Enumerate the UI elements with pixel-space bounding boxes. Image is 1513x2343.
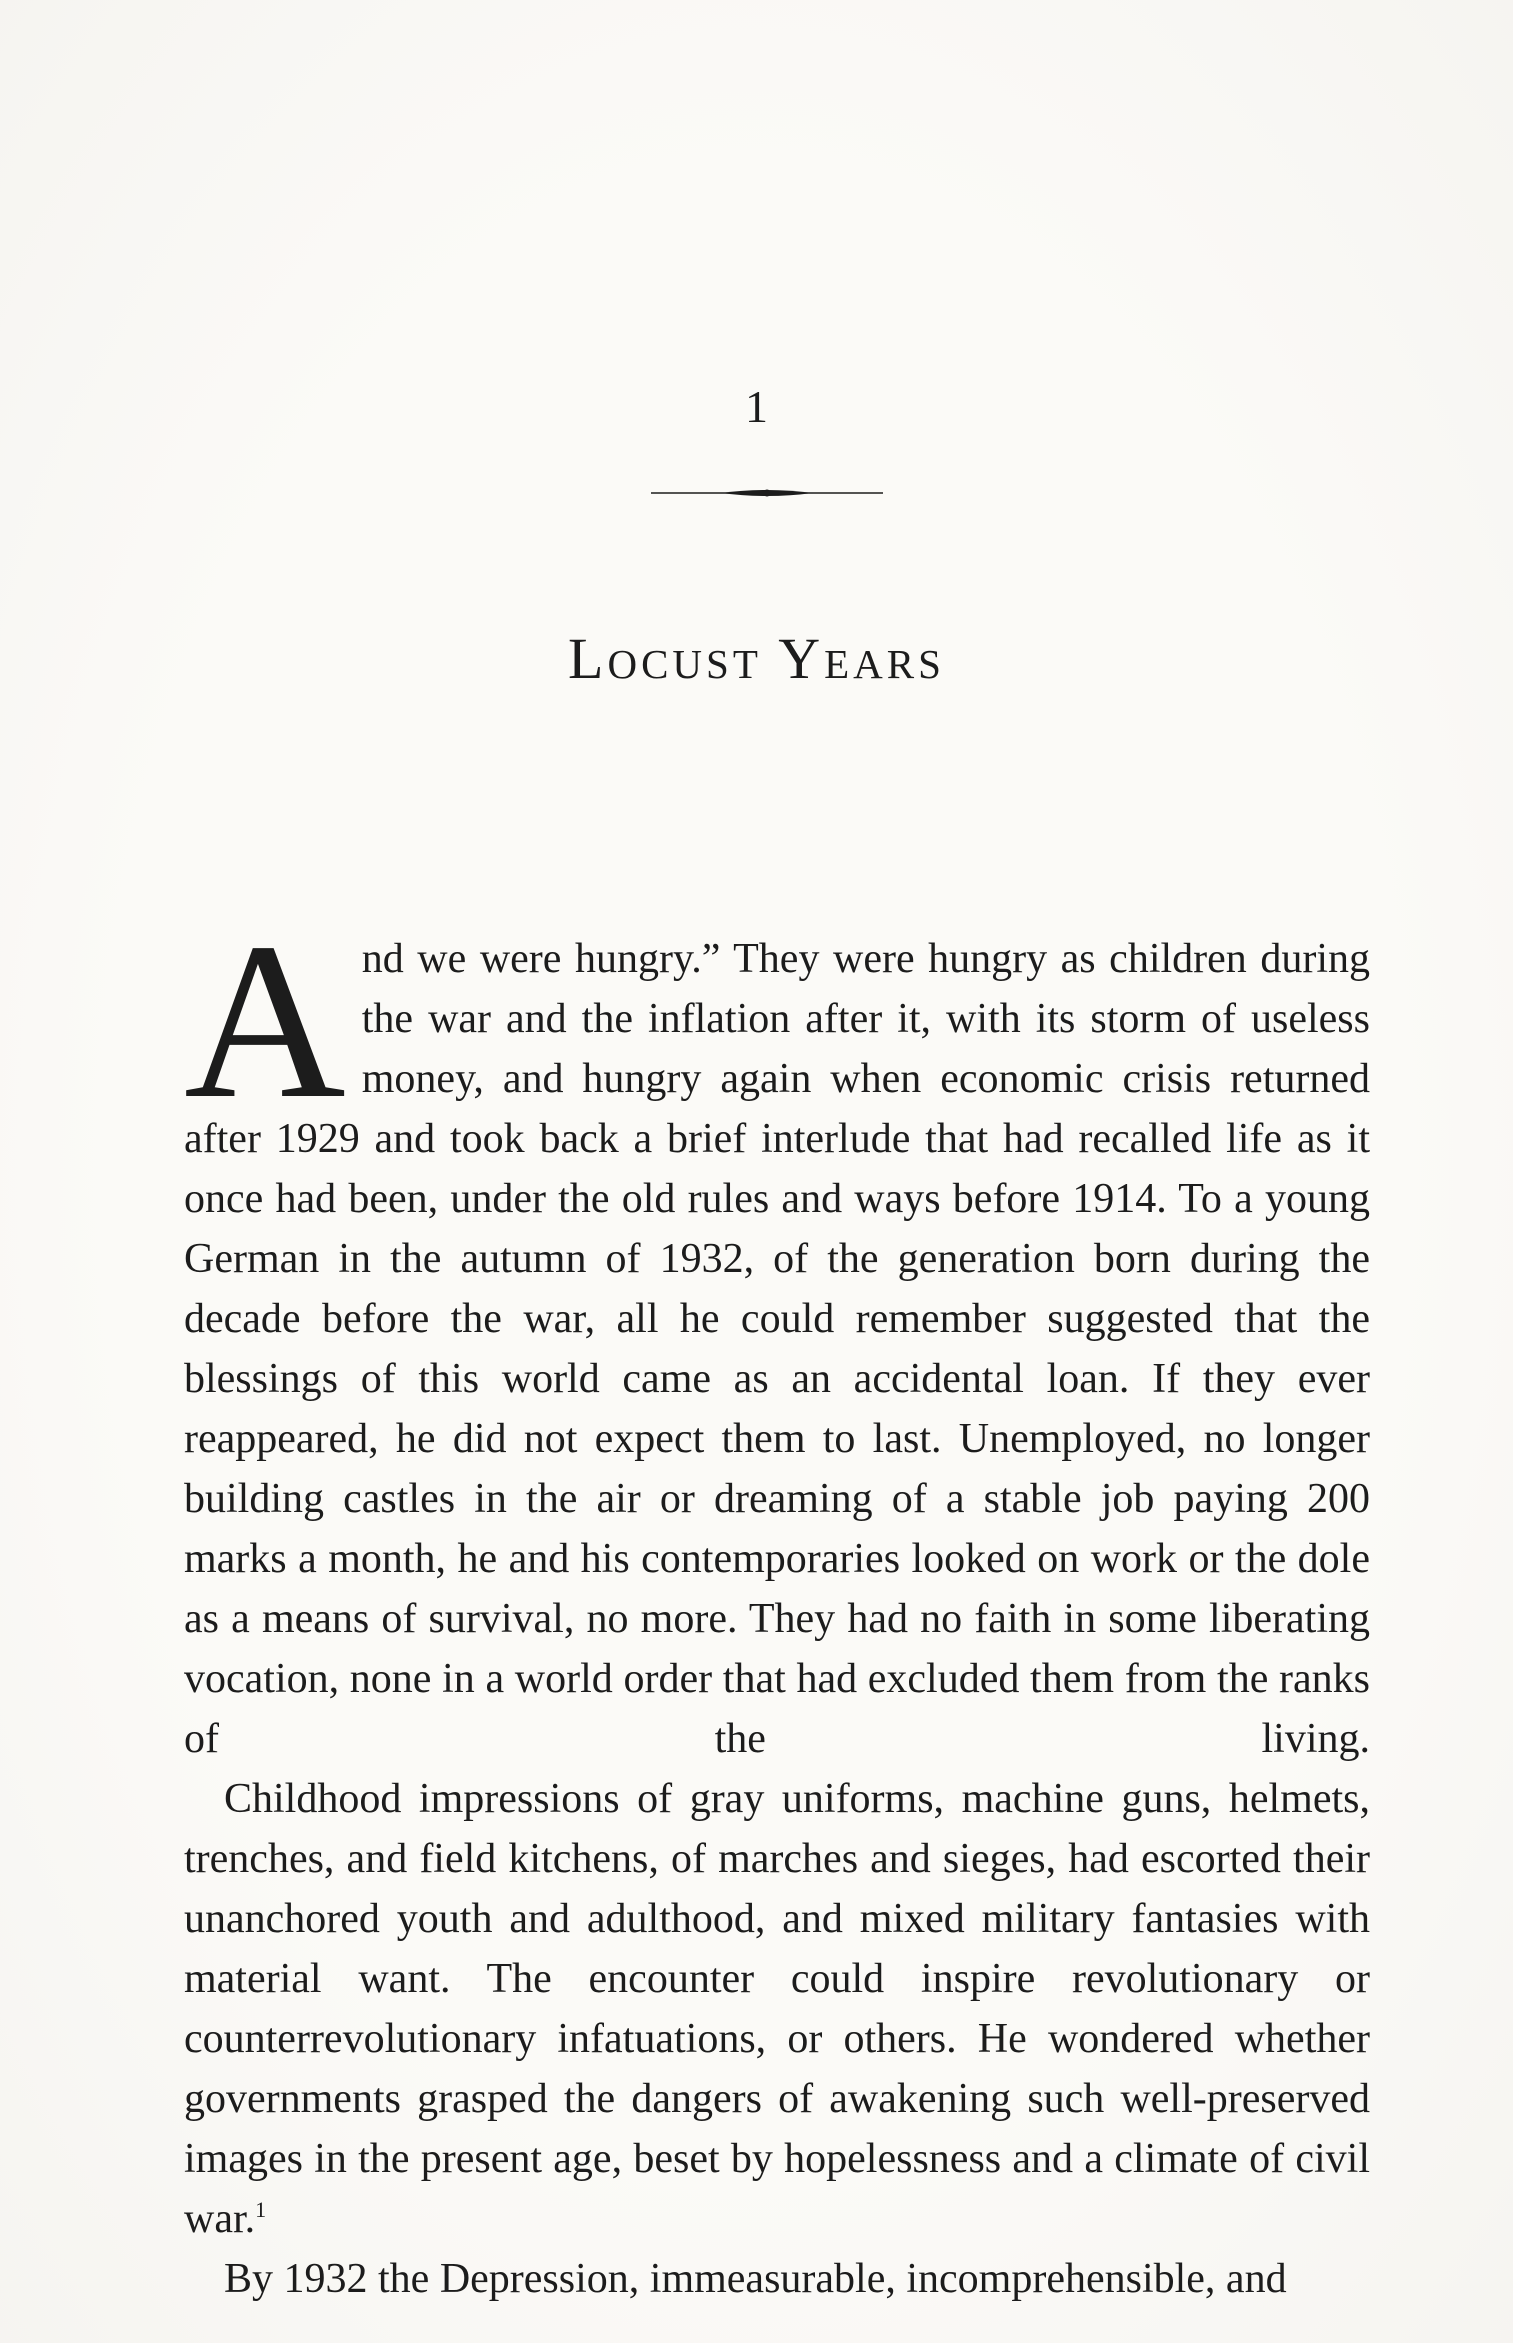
chapter-title: Locust Years [568,626,945,691]
drop-cap: A [184,897,346,1145]
chapter-number: 1 [745,381,768,432]
paragraph-3 [184,2249,1370,2309]
paragraph-2-text: Childhood impressions of gray uniforms, machine guns, helmets, trenches, and field kitchens, of marches and sieges, had escorted their unanchored youth and adulthood, and mixed military fantasies with material want. The encounter could inspire revolutionary or counterrevolutionary infatuations, or others. He wondered whether governments grasped the dangers of awakening such well-preserved images in the present age, beset by hopelessness and a climate of civil war. [184,1776,1370,2242]
footnote-marker[interactable]: 1 [255,2197,267,2222]
paragraph-1-text: nd we were hungry.” They were hungry as children during the war and the inflation after it, with its storm of useless money, and hungry again when economic crisis returned after 1929 and took back a brief interlude that had recalled life as it once had been, under the old rules and ways before 1914. To a young German in the autumn of 1932, of the generation born during the decade before the war, all he could remember suggested that the blessings of this world came as an accidental loan. If they ever reappeared, he did not expect them to last. Unemployed, no longer building castles in the air or dreaming of a stable job paying 200 marks a month, he and his contemporaries looked on work or the dole as a means of survival, no more. They had no faith in some liberating vocation, none in a world order that had excluded them from the ranks of the living. [184,936,1370,1762]
chapter-body [184,897,1370,2309]
paragraph-1 [184,897,1370,1769]
paragraph-3-text: By 1932 the Depression, immeasurable, incomprehensible, and [224,2256,1287,2302]
paragraph-2 [184,1769,1370,2249]
horizontal-rule-ornament-icon [651,487,883,499]
